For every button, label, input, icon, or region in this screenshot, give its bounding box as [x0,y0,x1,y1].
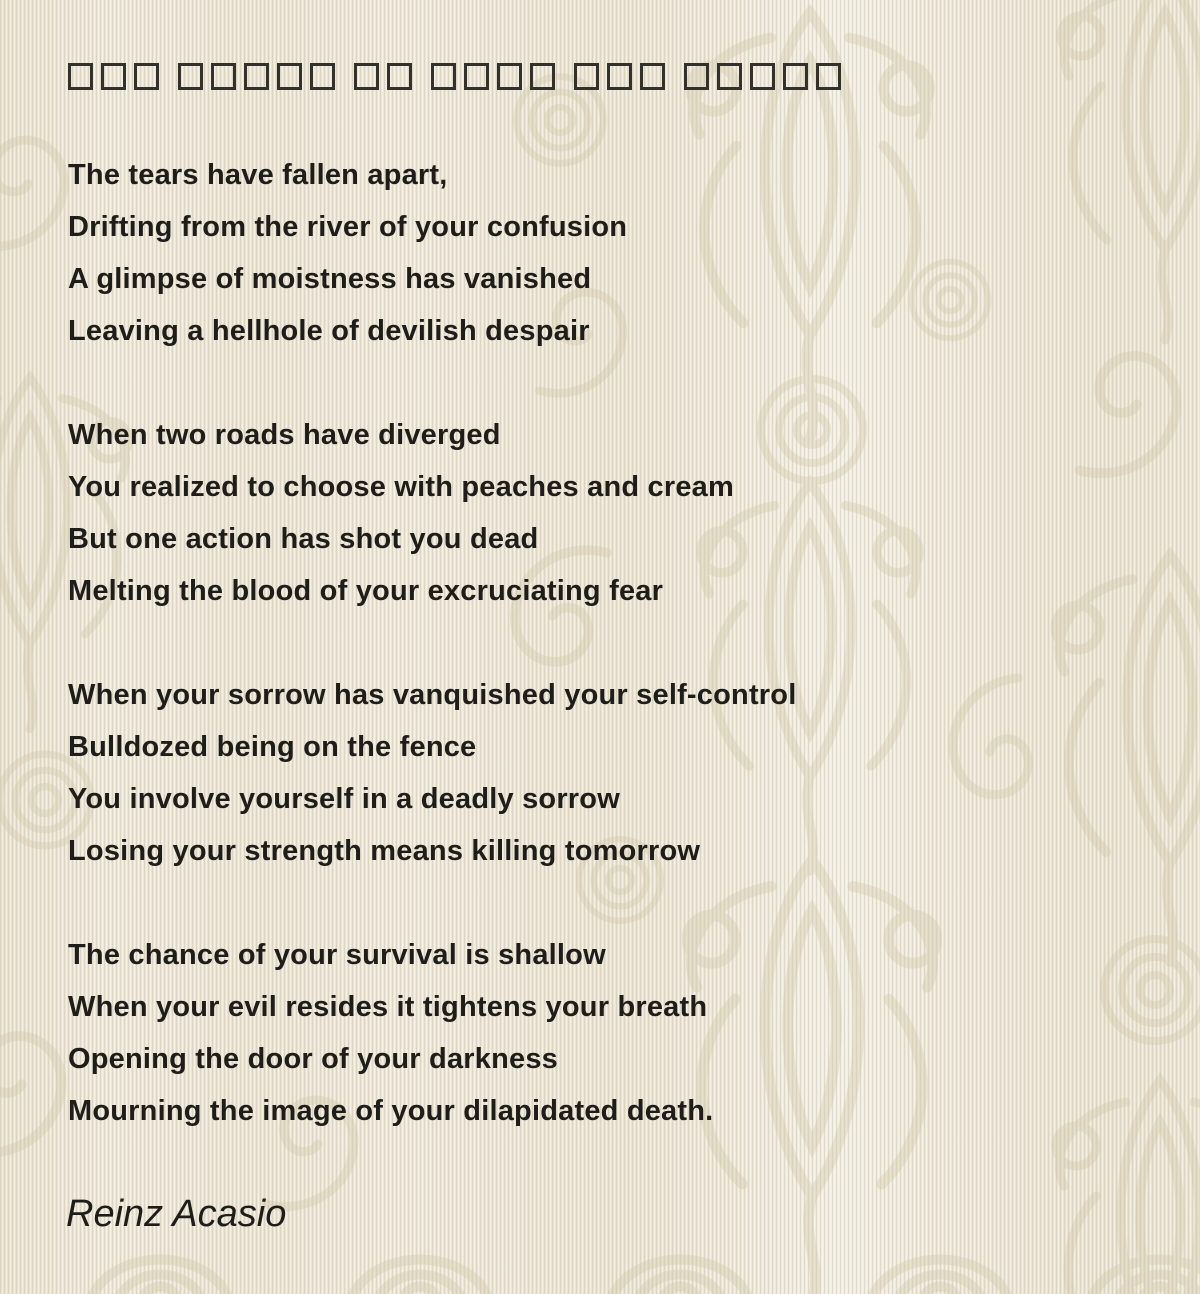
missing-glyph-word [574,63,665,90]
missing-glyph-box [816,63,841,90]
missing-glyph-box [211,63,236,90]
missing-glyph-box [574,63,599,90]
missing-glyph-box [607,63,632,90]
missing-glyph-box [783,63,808,90]
missing-glyph-box [101,63,126,90]
poem-author: Reinz Acasio [66,1193,287,1235]
missing-glyph-box [354,63,379,90]
missing-glyph-box [134,63,159,90]
missing-glyph-box [277,63,302,90]
missing-glyph-box [178,63,203,90]
missing-glyph-word [178,63,335,90]
missing-glyph-box [387,63,412,90]
missing-glyph-word [684,63,841,90]
poem-stanza: When two roads have diverged You realized to choose with peaches and cream But one action has shot you dead Melting the blood of your excruciating fear [68,419,734,607]
poem-body [68,149,1168,1189]
missing-glyph-box [431,63,456,90]
missing-glyph-box [530,63,555,90]
missing-glyph-box [464,63,489,90]
missing-glyph-box [684,63,709,90]
missing-glyph-box [244,63,269,90]
missing-glyph-word [68,63,159,90]
poem-title [68,63,841,90]
missing-glyph-box [750,63,775,90]
missing-glyph-box [497,63,522,90]
missing-glyph-box [310,63,335,90]
poem-stanza: The tears have fallen apart, Drifting from the river of your confusion A glimpse of moistness has vanished Leaving a hellhole of devilish despair [68,159,628,347]
missing-glyph-box [640,63,665,90]
missing-glyph-word [354,63,412,90]
poem-stanza: The chance of your survival is shallow When your evil resides it tightens your breath Opening the door of your darkness Mourning the image of your dilapidated death. [68,939,714,1127]
missing-glyph-box [717,63,742,90]
poem-stanza: When your sorrow has vanquished your self-control Bulldozed being on the fence You involve yourself in a deadly sorrow Losing your strength means killing tomorrow [68,679,797,867]
missing-glyph-box [68,63,93,90]
missing-glyph-word [431,63,555,90]
